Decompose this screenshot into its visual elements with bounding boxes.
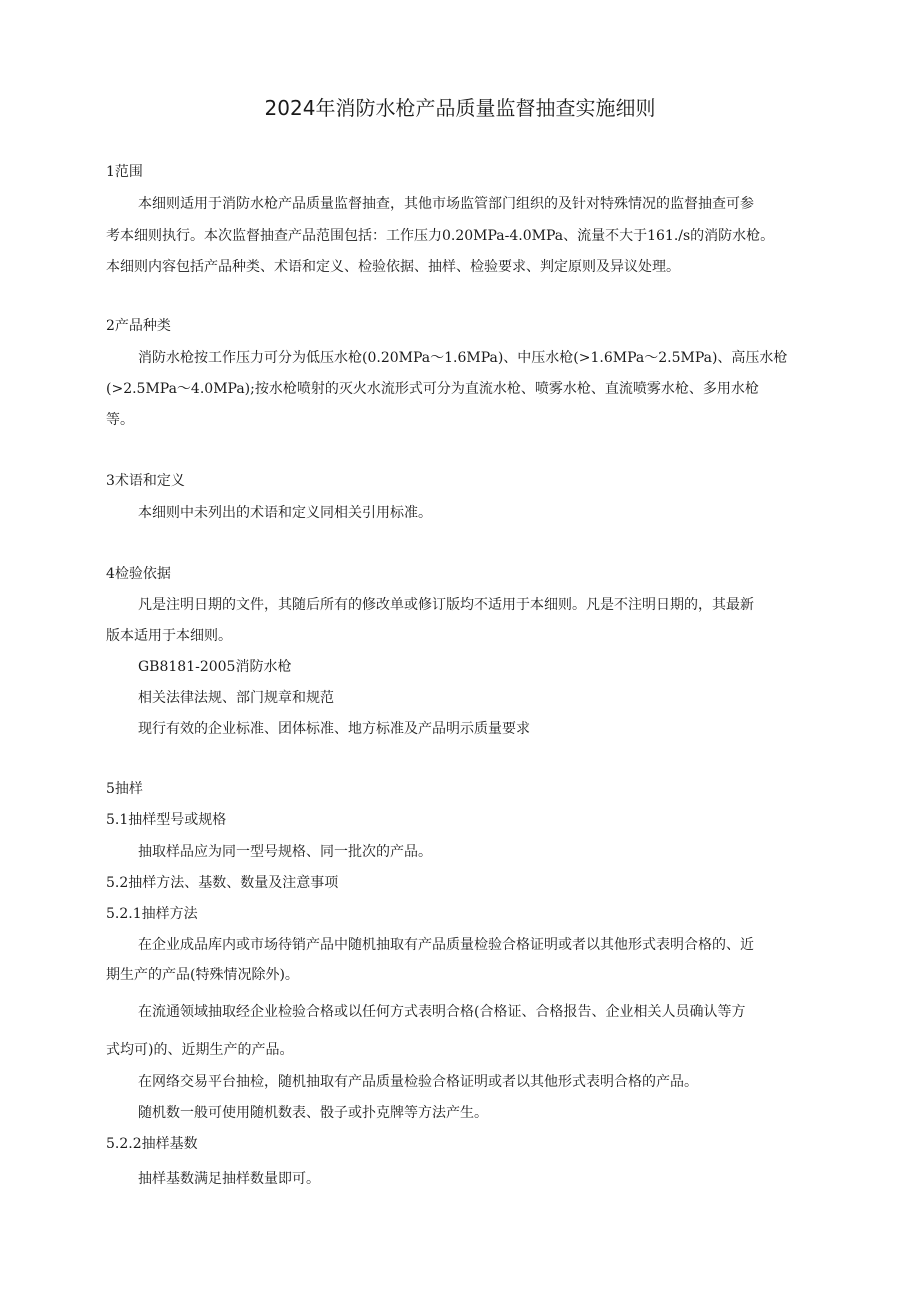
standard-reference: GB8181-2005消防水枪 — [138, 659, 292, 675]
section-heading-inspection-basis: 4检验依据 — [106, 566, 171, 582]
paragraph-line: 本细则适用于消防水枪产品质量监督抽查，其他市场监管部门组织的及针对特殊情况的监督抽查可参 — [138, 196, 754, 212]
paragraph-line: 凡是注明日期的文件，其随后所有的修改单或修订版均不适用于本细则。凡是不注明日期的，其最新 — [138, 597, 754, 613]
section-heading-product-types: 2产品种类 — [106, 318, 171, 334]
subsection-heading: 5.2抽样方法、基数、数量及注意事项 — [106, 875, 339, 891]
paragraph-line: 随机数一般可使用随机数表、骰子或扑克牌等方法产生。 — [138, 1105, 488, 1121]
paragraph-line: 在企业成品库内或市场待销产品中随机抽取有产品质量检验合格证明或者以其他形式表明合格的、近 — [138, 937, 754, 953]
paragraph-line: 抽样基数满足抽样数量即可。 — [138, 1171, 320, 1187]
paragraph-line: 式均可)的、近期生产的产品。 — [106, 1042, 294, 1058]
paragraph-line: 本细则内容包括产品种类、术语和定义、检验依据、抽样、检验要求、判定原则及异议处理。 — [106, 259, 680, 275]
subsection-heading: 5.2.1抽样方法 — [106, 906, 198, 922]
standard-reference: 相关法律法规、部门规章和规范 — [138, 690, 334, 706]
paragraph-line: (>2.5MPa～4.0MPa);按水枪喷射的灭火水流形式可分为直流水枪、喷雾水枪、直流喷雾水枪、多用水枪 — [106, 381, 759, 397]
section-heading-terms: 3术语和定义 — [106, 473, 185, 489]
document-title: 2024年消防水枪产品质量监督抽查实施细则 — [264, 96, 656, 120]
subsection-heading: 5.2.2抽样基数 — [106, 1136, 198, 1152]
paragraph-line: 本细则中未列出的术语和定义同相关引用标准。 — [138, 505, 432, 521]
paragraph-line: 期生产的产品(特殊情况除外)。 — [106, 967, 299, 983]
section-heading-scope: 1范围 — [106, 164, 143, 180]
paragraph-line: 消防水枪按工作压力可分为低压水枪(0.20MPa～1.6MPa)、中压水枪(>1.6MPa～2.5MPa)、高压水枪 — [138, 350, 788, 366]
paragraph-line: 抽取样品应为同一型号规格、同一批次的产品。 — [138, 844, 432, 860]
subsection-heading: 5.1抽样型号或规格 — [106, 812, 227, 828]
paragraph-line: 考本细则执行。本次监督抽查产品范围包括：工作压力0.20MPa-4.0MPa、流量不大于161./s的消防水枪。 — [106, 228, 775, 244]
standard-reference: 现行有效的企业标准、团体标准、地方标准及产品明示质量要求 — [138, 721, 530, 737]
paragraph-line: 等。 — [106, 412, 134, 428]
paragraph-line: 在网络交易平台抽检，随机抽取有产品质量检验合格证明或者以其他形式表明合格的产品。 — [138, 1074, 698, 1090]
section-heading-sampling: 5抽样 — [106, 781, 143, 797]
paragraph-line: 在流通领域抽取经企业检验合格或以任何方式表明合格(合格证、合格报告、企业相关人员确认等方 — [138, 1004, 746, 1020]
paragraph-line: 版本适用于本细则。 — [106, 628, 232, 644]
